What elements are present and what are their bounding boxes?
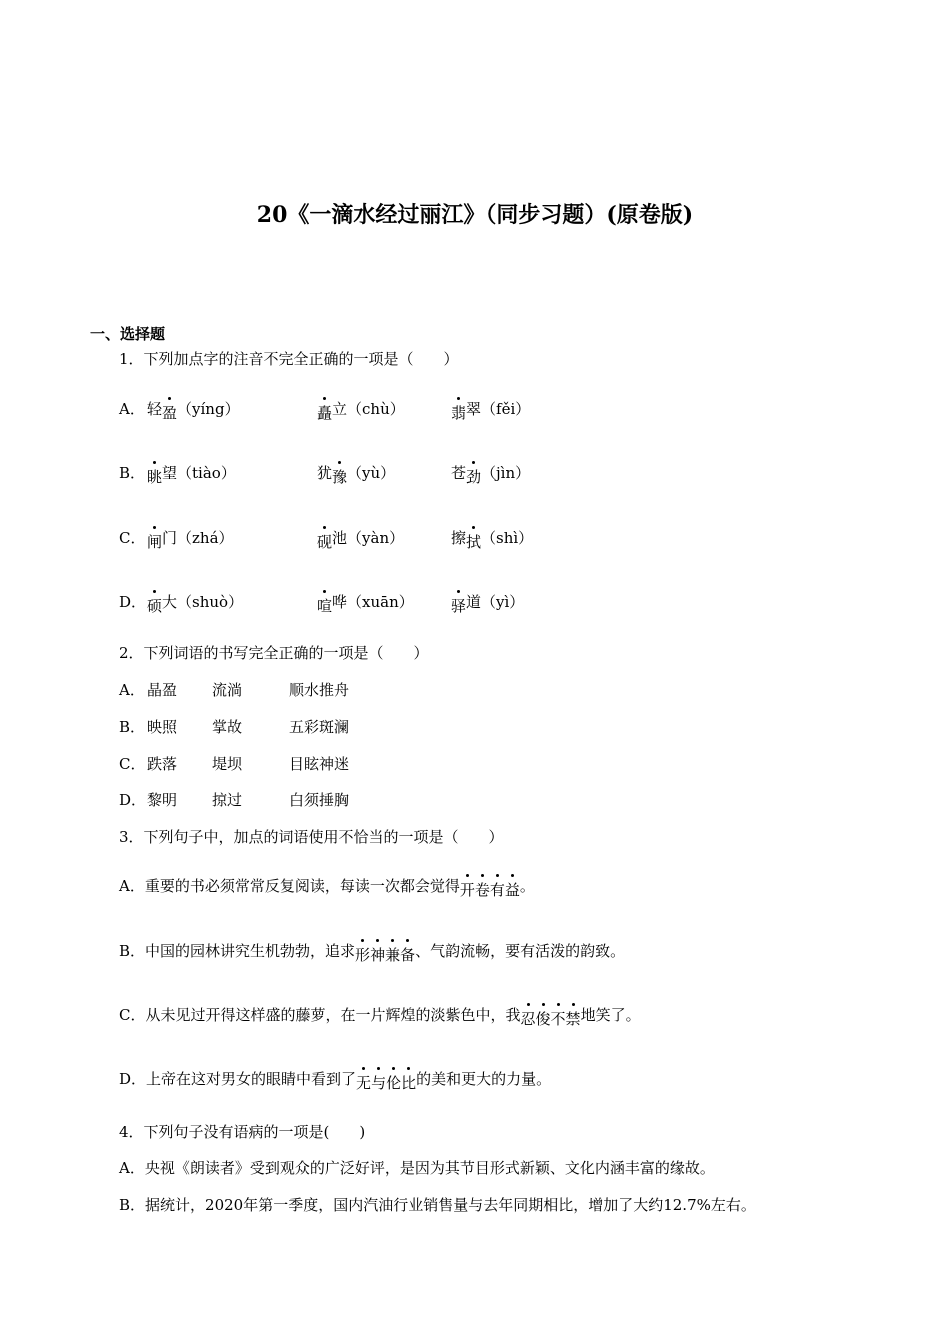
option-label: A．	[119, 1159, 145, 1177]
word-char: 犹	[317, 464, 333, 482]
option-label: B．	[119, 942, 146, 960]
sentence-text: 上帝在这对男女的眼睛中看到了	[146, 1070, 357, 1088]
dotted-char: 喧	[317, 597, 333, 615]
word-item	[317, 398, 405, 422]
option-label: A．	[119, 681, 145, 699]
pinyin: （fěi）	[481, 400, 531, 418]
dotted-char: 无	[356, 1074, 372, 1092]
question-4-stem: 4．下列句子没有语病的一项是( )	[119, 1123, 366, 1141]
option-word: 目眩神迷	[289, 755, 350, 773]
option-label: C．	[119, 529, 146, 547]
word-item	[147, 398, 240, 422]
option-row	[119, 1004, 641, 1028]
dotted-char: 俊	[535, 1010, 551, 1028]
word-char: 池	[332, 529, 348, 547]
option-label: D．	[119, 791, 147, 809]
word-item	[451, 591, 525, 615]
word-item	[317, 527, 405, 551]
question-2-stem: 2．下列词语的书写完全正确的一项是（ ）	[119, 644, 429, 662]
dotted-char: 翡	[451, 404, 467, 422]
sentence-text: 重要的书必须常常反复阅读，每读一次都会觉得	[144, 877, 460, 895]
pinyin: （shuò）	[177, 593, 244, 611]
pinyin: （yíng）	[177, 400, 240, 418]
word-char: 苍	[451, 464, 467, 482]
dotted-char: 兼	[385, 946, 401, 964]
sentence-text: 地笑了。	[580, 1006, 641, 1024]
sentence-text: 的美和更大的力量。	[416, 1070, 552, 1088]
option-row	[119, 1157, 715, 1178]
dotted-char: 忍	[520, 1010, 536, 1028]
word-item	[147, 462, 236, 486]
word-char: 望	[162, 464, 178, 482]
word-char: 轻	[147, 400, 163, 418]
pinyin: （zhá）	[177, 529, 234, 547]
option-word: 掠过	[212, 791, 243, 809]
dotted-char: 眺	[147, 468, 163, 486]
sentence-text: 、气韵流畅，要有活泼的韵致。	[415, 942, 626, 960]
pinyin: （yì）	[481, 593, 525, 611]
dotted-char: 劲	[466, 468, 482, 486]
word-item	[451, 462, 531, 486]
page-title: 20《一滴水经过丽江》（同步习题）(原卷版)	[256, 202, 694, 228]
word-char: 立	[332, 400, 348, 418]
sentence-text: 中国的园林讲究生机勃勃，追求	[145, 942, 356, 960]
word-item	[451, 527, 534, 551]
pinyin: （yàn）	[347, 529, 405, 547]
dotted-char: 盈	[162, 404, 178, 422]
option-word: 五彩斑澜	[289, 718, 350, 736]
dotted-char: 砚	[317, 533, 333, 551]
option-word: 晶盈	[147, 681, 178, 699]
dotted-char: 形	[355, 946, 371, 964]
word-char: 哗	[332, 593, 348, 611]
emphasized-phrase	[355, 944, 415, 965]
option-word: 黎明	[147, 791, 178, 809]
word-char: 门	[162, 529, 178, 547]
dotted-char: 禁	[565, 1010, 581, 1028]
word-item	[147, 591, 244, 615]
option-word: 白须捶胸	[289, 791, 350, 809]
dotted-char: 神	[370, 946, 386, 964]
emphasized-phrase	[356, 1072, 416, 1093]
option-label: A．	[119, 877, 145, 895]
option-label: D．	[119, 1070, 147, 1088]
pinyin: （shì）	[481, 529, 534, 547]
dotted-char: 益	[504, 881, 520, 899]
option-word: 映照	[147, 718, 178, 736]
dotted-char: 矗	[317, 404, 333, 422]
dotted-char: 比	[401, 1074, 417, 1092]
question-3-stem: 3．下列句子中，加点的词语使用不恰当的一项是（ ）	[119, 828, 504, 846]
word-item	[147, 527, 234, 551]
word-char: 道	[466, 593, 482, 611]
sentence-text: 央视《朗读者》受到观众的广泛好评，是因为其节目形式新颖、文化内涵丰富的缘故。	[144, 1159, 715, 1177]
option-label: B．	[119, 1196, 146, 1214]
dotted-char: 硕	[147, 597, 163, 615]
option-label: B．	[119, 718, 146, 736]
dotted-char: 驿	[451, 597, 467, 615]
pinyin: （tiào）	[177, 464, 236, 482]
pinyin: （jìn）	[481, 464, 531, 482]
option-word: 掌故	[212, 718, 243, 736]
sentence-text: 据统计，2020年第一季度，国内汽油行业销售量与去年同期相比，增加了大约12.7%左右。	[145, 1196, 756, 1214]
dotted-char: 豫	[332, 468, 348, 486]
dotted-char: 备	[400, 946, 416, 964]
dotted-char: 有	[489, 881, 505, 899]
sentence-text: 从未见过开得这样盛的藤萝，在一片辉煌的淡紫色中，我	[145, 1006, 521, 1024]
word-item	[317, 462, 396, 486]
option-label: D．	[119, 593, 147, 611]
dotted-char: 闸	[147, 533, 163, 551]
pinyin: （yù）	[347, 464, 396, 482]
option-row	[119, 940, 626, 964]
option-row	[119, 1068, 552, 1092]
dotted-char: 拭	[466, 533, 482, 551]
sentence-text: 。	[519, 877, 535, 895]
option-word: 流淌	[212, 681, 243, 699]
dotted-char: 卷	[474, 881, 490, 899]
emphasized-phrase	[521, 1008, 581, 1029]
word-char: 擦	[451, 529, 467, 547]
dotted-char: 伦	[386, 1074, 402, 1092]
emphasized-phrase	[460, 879, 520, 900]
option-word: 堤坝	[212, 755, 243, 773]
option-label: B．	[119, 464, 146, 482]
option-word: 跌落	[147, 755, 178, 773]
dotted-char: 开	[459, 881, 475, 899]
option-label: C．	[119, 1006, 146, 1024]
question-1-stem: 1．下列加点字的注音不完全正确的一项是（ ）	[119, 350, 459, 368]
option-row	[119, 875, 535, 899]
option-label: C．	[119, 755, 146, 773]
option-label: A．	[119, 400, 145, 418]
pinyin: （chù）	[347, 400, 405, 418]
dotted-char: 不	[550, 1010, 566, 1028]
section-heading: 一、选择题	[90, 325, 166, 343]
option-word: 顺水推舟	[289, 681, 350, 699]
word-char: 大	[162, 593, 178, 611]
dotted-char: 与	[371, 1074, 387, 1092]
word-item	[451, 398, 531, 422]
pinyin: （xuān）	[347, 593, 414, 611]
word-char: 翠	[466, 400, 482, 418]
option-row	[119, 1194, 756, 1215]
word-item	[317, 591, 414, 615]
